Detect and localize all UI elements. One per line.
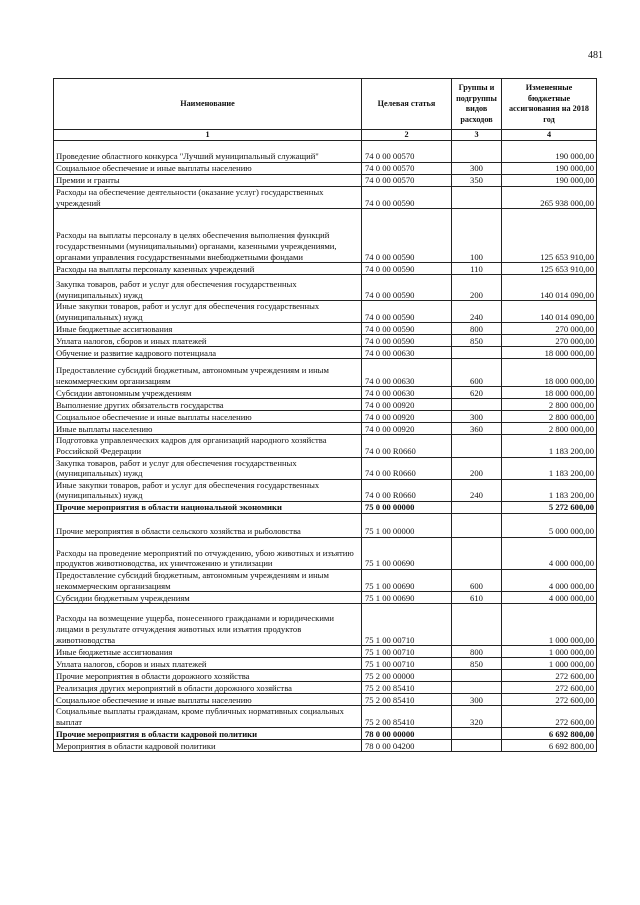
row-target-article: 78 0 00 04200 — [362, 740, 452, 752]
row-expense-group: 320 — [452, 706, 502, 728]
table-row — [54, 706, 597, 728]
row-amount: 4 000 000,00 — [502, 537, 597, 569]
row-amount: 6 692 800,00 — [502, 728, 597, 740]
row-expense-group: 610 — [452, 592, 502, 604]
row-target-article: 75 1 00 00710 — [362, 646, 452, 658]
row-amount: 140 014 090,00 — [502, 275, 597, 301]
row-target-article: 74 0 00 00920 — [362, 423, 452, 435]
header-row — [54, 79, 597, 130]
table-row — [54, 141, 597, 163]
page-number: 481 — [588, 50, 603, 61]
row-target-article: 75 0 00 00000 — [362, 501, 452, 513]
row-amount: 1 183 200,00 — [502, 479, 597, 501]
row-expense-group — [452, 187, 502, 209]
row-name: Уплата налогов, сборов и иных платежей — [54, 658, 362, 670]
row-target-article: 74 0 00 00570 — [362, 163, 452, 175]
row-name: Иные бюджетные ассигнования — [54, 323, 362, 335]
row-target-article: 75 1 00 00690 — [362, 592, 452, 604]
row-amount: 272 600,00 — [502, 706, 597, 728]
row-target-article: 75 2 00 85410 — [362, 694, 452, 706]
header-amount: Измененные бюджетные ассигнования на 2018 год — [502, 79, 597, 130]
row-name: Социальное обеспечение и иные выплаты населению — [54, 694, 362, 706]
row-amount: 18 000 000,00 — [502, 347, 597, 359]
row-expense-group — [452, 501, 502, 513]
row-target-article: 74 0 00 00590 — [362, 335, 452, 347]
table-row — [54, 501, 597, 513]
table-row — [54, 275, 597, 301]
row-name: Уплата налогов, сборов и иных платежей — [54, 335, 362, 347]
row-name: Расходы на выплаты персоналу в целях обеспечения выполнения функций государственными (муниципальными) органами, казенными учреждениями, органами управления государственными внебюджетными фондами — [54, 209, 362, 263]
row-target-article: 75 1 00 00710 — [362, 658, 452, 670]
row-name: Подготовка управленческих кадров для организаций народного хозяйства Российской Федерации — [54, 435, 362, 457]
table-row — [54, 670, 597, 682]
budget-table — [53, 78, 597, 752]
row-expense-group: 300 — [452, 163, 502, 175]
column-number-row — [54, 130, 597, 141]
row-name: Прочие мероприятия в области сельского хозяйства и рыболовства — [54, 513, 362, 537]
row-expense-group: 800 — [452, 646, 502, 658]
row-amount: 265 938 000,00 — [502, 187, 597, 209]
row-amount: 2 800 000,00 — [502, 411, 597, 423]
row-target-article: 74 0 00 00590 — [362, 323, 452, 335]
row-target-article: 74 0 00 00570 — [362, 141, 452, 163]
table-row — [54, 411, 597, 423]
row-target-article: 74 0 00 R0660 — [362, 457, 452, 479]
row-target-article: 74 0 00 00630 — [362, 347, 452, 359]
row-expense-group: 200 — [452, 275, 502, 301]
row-amount: 2 800 000,00 — [502, 423, 597, 435]
row-amount: 4 000 000,00 — [502, 592, 597, 604]
row-target-article: 75 1 00 00690 — [362, 569, 452, 591]
row-amount: 5 000 000,00 — [502, 513, 597, 537]
row-amount: 190 000,00 — [502, 141, 597, 163]
table-row — [54, 187, 597, 209]
row-amount: 272 600,00 — [502, 682, 597, 694]
row-expense-group — [452, 513, 502, 537]
row-target-article: 74 0 00 00920 — [362, 399, 452, 411]
row-name: Предоставление субсидий бюджетным, автономным учреждениям и иным некоммерческим организациям — [54, 359, 362, 387]
row-expense-group — [452, 682, 502, 694]
row-target-article: 74 0 00 00920 — [362, 411, 452, 423]
row-name: Выполнение других обязательств государства — [54, 399, 362, 411]
row-target-article: 75 2 00 00000 — [362, 670, 452, 682]
budget-table-wrapper — [53, 78, 596, 752]
row-target-article: 75 1 00 00690 — [362, 537, 452, 569]
row-expense-group — [452, 728, 502, 740]
row-name: Проведение областного конкурса "Лучший муниципальный служащий" — [54, 141, 362, 163]
row-target-article: 78 0 00 00000 — [362, 728, 452, 740]
header-groups: Группы и подгруппы видов расходов — [452, 79, 502, 130]
table-row — [54, 457, 597, 479]
row-target-article: 74 0 00 00630 — [362, 387, 452, 399]
row-amount: 1 183 200,00 — [502, 457, 597, 479]
row-target-article: 74 0 00 00590 — [362, 263, 452, 275]
table-row — [54, 513, 597, 537]
table-body — [54, 141, 597, 752]
row-expense-group: 300 — [452, 411, 502, 423]
row-expense-group — [452, 670, 502, 682]
table-row — [54, 399, 597, 411]
table-row — [54, 592, 597, 604]
row-target-article: 74 0 00 00590 — [362, 187, 452, 209]
table-row — [54, 323, 597, 335]
table-row — [54, 175, 597, 187]
table-row — [54, 658, 597, 670]
row-expense-group: 600 — [452, 569, 502, 591]
row-amount: 5 272 600,00 — [502, 501, 597, 513]
table-row — [54, 537, 597, 569]
row-amount: 4 000 000,00 — [502, 569, 597, 591]
row-amount: 272 600,00 — [502, 694, 597, 706]
row-name: Прочие мероприятия в области национальной экономики — [54, 501, 362, 513]
row-expense-group — [452, 435, 502, 457]
row-amount: 190 000,00 — [502, 175, 597, 187]
row-name: Расходы на обеспечение деятельности (оказание услуг) государственных учреждений — [54, 187, 362, 209]
row-name: Расходы на проведение мероприятий по отчуждению, убою животных и изъятию продуктов животноводства, их уничтожению и утилизации — [54, 537, 362, 569]
header-name: Наименование — [54, 79, 362, 130]
row-expense-group — [452, 399, 502, 411]
table-row — [54, 479, 597, 501]
row-amount: 270 000,00 — [502, 335, 597, 347]
col-number-4: 4 — [502, 130, 597, 141]
row-expense-group: 240 — [452, 479, 502, 501]
table-row — [54, 728, 597, 740]
row-name: Предоставление субсидий бюджетным, автономным учреждениям и иным некоммерческим организациям — [54, 569, 362, 591]
row-name: Иные бюджетные ассигнования — [54, 646, 362, 658]
row-name: Расходы на выплаты персоналу казенных учреждений — [54, 263, 362, 275]
col-number-2: 2 — [362, 130, 452, 141]
row-target-article: 74 0 00 00570 — [362, 175, 452, 187]
row-expense-group — [452, 347, 502, 359]
row-amount: 1 183 200,00 — [502, 435, 597, 457]
row-name: Обучение и развитие кадрового потенциала — [54, 347, 362, 359]
table-row — [54, 682, 597, 694]
row-name: Социальное обеспечение и иные выплаты населению — [54, 163, 362, 175]
row-name: Субсидии автономным учреждениям — [54, 387, 362, 399]
row-amount: 18 000 000,00 — [502, 387, 597, 399]
row-target-article: 75 1 00 00000 — [362, 513, 452, 537]
table-row — [54, 646, 597, 658]
row-target-article: 74 0 00 00590 — [362, 275, 452, 301]
col-number-3: 3 — [452, 130, 502, 141]
row-name: Прочие мероприятия в области дорожного хозяйства — [54, 670, 362, 682]
row-expense-group — [452, 537, 502, 569]
table-row — [54, 359, 597, 387]
row-expense-group: 850 — [452, 658, 502, 670]
row-name: Реализация других мероприятий в области дорожного хозяйства — [54, 682, 362, 694]
row-target-article: 74 0 00 R0660 — [362, 479, 452, 501]
row-expense-group: 110 — [452, 263, 502, 275]
row-expense-group — [452, 141, 502, 163]
table-row — [54, 435, 597, 457]
row-name: Социальное обеспечение и иные выплаты населению — [54, 411, 362, 423]
table-row — [54, 301, 597, 323]
row-expense-group: 850 — [452, 335, 502, 347]
row-amount: 6 692 800,00 — [502, 740, 597, 752]
row-expense-group — [452, 604, 502, 646]
row-target-article: 75 2 00 85410 — [362, 706, 452, 728]
row-name: Субсидии бюджетным учреждениям — [54, 592, 362, 604]
row-target-article: 74 0 00 00590 — [362, 301, 452, 323]
row-amount: 125 653 910,00 — [502, 209, 597, 263]
row-target-article: 74 0 00 00590 — [362, 209, 452, 263]
row-expense-group: 360 — [452, 423, 502, 435]
table-row — [54, 209, 597, 263]
row-name: Социальные выплаты гражданам, кроме публичных нормативных социальных выплат — [54, 706, 362, 728]
row-expense-group: 620 — [452, 387, 502, 399]
row-expense-group: 240 — [452, 301, 502, 323]
row-amount: 270 000,00 — [502, 323, 597, 335]
row-name: Премии и гранты — [54, 175, 362, 187]
row-name: Иные выплаты населению — [54, 423, 362, 435]
table-row — [54, 163, 597, 175]
row-name: Прочие мероприятия в области кадровой политики — [54, 728, 362, 740]
table-row — [54, 347, 597, 359]
row-expense-group: 300 — [452, 694, 502, 706]
row-target-article: 75 1 00 00710 — [362, 604, 452, 646]
table-row — [54, 387, 597, 399]
row-target-article: 74 0 00 R0660 — [362, 435, 452, 457]
row-expense-group: 200 — [452, 457, 502, 479]
row-target-article: 75 2 00 85410 — [362, 682, 452, 694]
row-amount: 2 800 000,00 — [502, 399, 597, 411]
row-name: Иные закупки товаров, работ и услуг для обеспечения государственных (муниципальных) нужд — [54, 479, 362, 501]
row-amount: 125 653 910,00 — [502, 263, 597, 275]
row-name: Иные закупки товаров, работ и услуг для обеспечения государственных (муниципальных) нужд — [54, 301, 362, 323]
row-expense-group: 800 — [452, 323, 502, 335]
row-expense-group: 600 — [452, 359, 502, 387]
row-amount: 272 600,00 — [502, 670, 597, 682]
table-row — [54, 694, 597, 706]
table-row — [54, 604, 597, 646]
row-name: Закупка товаров, работ и услуг для обеспечения государственных (муниципальных) нужд — [54, 275, 362, 301]
row-name: Мероприятия в области кадровой политики — [54, 740, 362, 752]
row-amount: 1 000 000,00 — [502, 604, 597, 646]
row-amount: 1 000 000,00 — [502, 658, 597, 670]
row-name: Расходы на возмещение ущерба, понесенного гражданами и юридическими лицами в результате отчуждения животных или изъятия продуктов животноводства — [54, 604, 362, 646]
row-expense-group: 350 — [452, 175, 502, 187]
row-amount: 1 000 000,00 — [502, 646, 597, 658]
col-number-1: 1 — [54, 130, 362, 141]
row-target-article: 74 0 00 00630 — [362, 359, 452, 387]
table-row — [54, 263, 597, 275]
table-row — [54, 335, 597, 347]
header-article: Целевая статья — [362, 79, 452, 130]
table-row — [54, 569, 597, 591]
table-row — [54, 423, 597, 435]
table-row — [54, 740, 597, 752]
row-amount: 140 014 090,00 — [502, 301, 597, 323]
row-expense-group — [452, 740, 502, 752]
row-amount: 190 000,00 — [502, 163, 597, 175]
row-expense-group: 100 — [452, 209, 502, 263]
row-amount: 18 000 000,00 — [502, 359, 597, 387]
row-name: Закупка товаров, работ и услуг для обеспечения государственных (муниципальных) нужд — [54, 457, 362, 479]
